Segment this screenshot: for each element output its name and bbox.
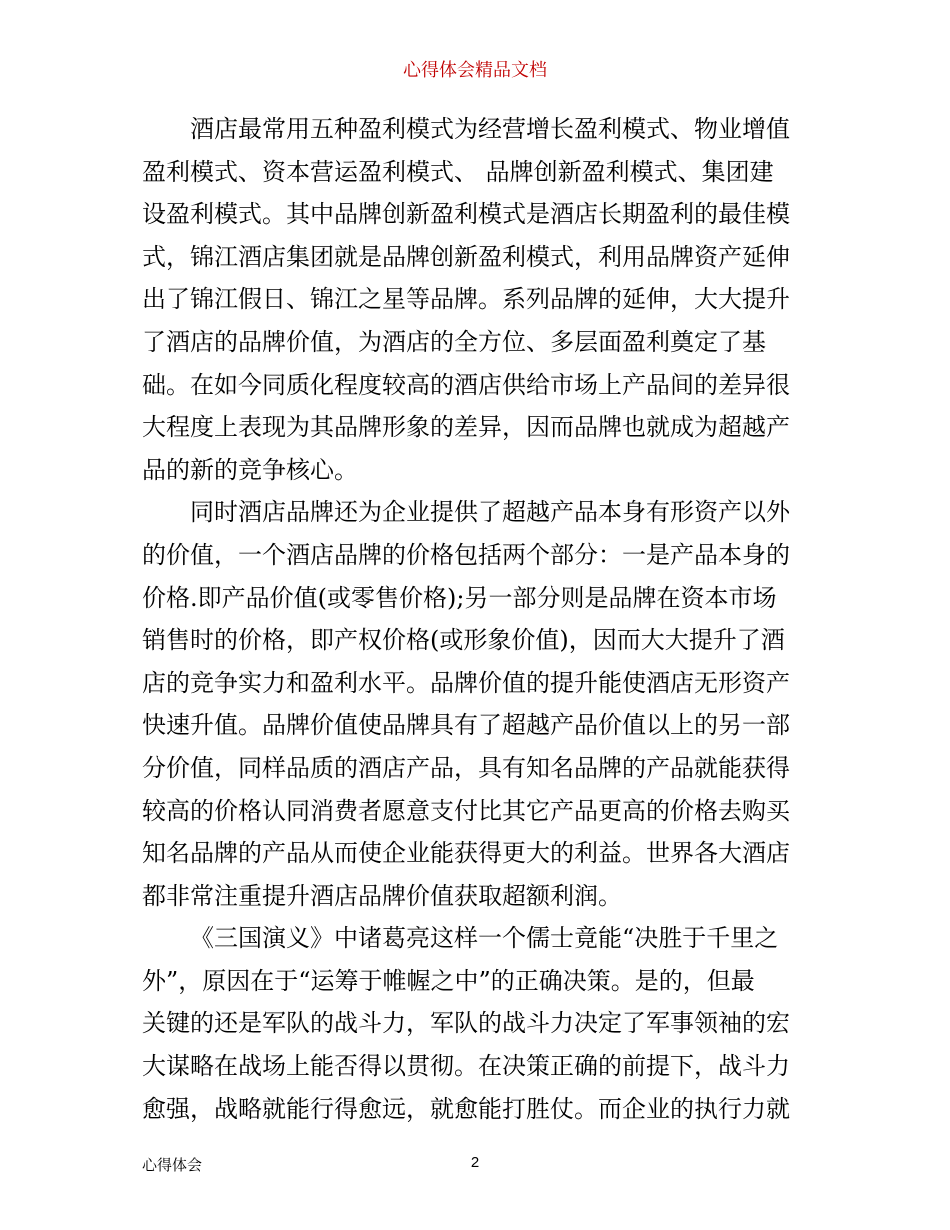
text-line: 分价值，同样品质的酒店产品，具有知名品牌的产品就能获得	[142, 753, 790, 782]
footer-label: 心得体会	[142, 1156, 203, 1174]
page-number: 2	[470, 1154, 480, 1171]
text-line: 础。在如今同质化程度较高的酒店供给市场上产品间的差异很	[142, 370, 790, 399]
text-line: 大谋略在战场上能否得以贯彻。在决策正确的前提下，战斗力	[142, 1052, 790, 1081]
text-line: 出了锦江假日、锦江之星等品牌。系列品牌的延伸，大大提升	[142, 285, 790, 314]
text-line: 式，锦江酒店集团就是品牌创新盈利模式，利用品牌资产延伸	[142, 242, 790, 271]
text-line: 外”，原因在于“运筹于帷幄之中”的正确决策。是的，但最	[142, 966, 755, 995]
text-line: 同时酒店品牌还为企业提供了超越产品本身有形资产以外	[190, 498, 790, 527]
body-text	[142, 108, 812, 1130]
text-line: 设盈利模式。其中品牌创新盈利模式是酒店长期盈利的最佳模	[142, 200, 790, 229]
text-line: 了酒店的品牌价值，为酒店的全方位、多层面盈利奠定了基	[142, 327, 766, 356]
text-line: 盈利模式、资本营运盈利模式、 品牌创新盈利模式、集团建	[142, 157, 774, 186]
text-line: 品的新的竞争核心。	[142, 455, 358, 484]
text-line: 的价值，一个酒店品牌的价格包括两个部分：一是产品本身的	[142, 540, 790, 569]
text-line: 店的竞争实力和盈利水平。品牌价值的提升能使酒店无形资产	[142, 668, 790, 697]
header-title: 心得体会精品文档	[403, 60, 547, 81]
text-line: 较高的价格认同消费者愿意支付比其它产品更高的价格去购买	[142, 796, 790, 825]
text-line: 快速升值。品牌价值使品牌具有了超越产品价值以上的另一部	[142, 711, 790, 740]
text-line: 酒店最常用五种盈利模式为经营增长盈利模式、物业增值	[190, 115, 790, 143]
text-line: 知名品牌的产品从而使企业能获得更大的利益。世界各大酒店	[142, 839, 790, 868]
text-line: 销售时的价格，即产权价格(或形象价值)，因而大大提升了酒	[142, 626, 785, 655]
text-line: 大程度上表现为其品牌形象的差异，因而品牌也就成为超越产	[142, 413, 790, 442]
text-line: 都非常注重提升酒店品牌价值获取超额利润。	[142, 881, 622, 910]
text-line: 关键的还是军队的战斗力，军队的战斗力决定了军事领袖的宏	[142, 1009, 790, 1038]
text-line: 愈强，战略就能行得愈远，就愈能打胜仗。而企业的执行力就	[142, 1094, 790, 1123]
text-line: 价格.即产品价值(或零售价格);另一部分则是品牌在资本市场	[142, 583, 777, 612]
text-line: 《三国演义》中诸葛亮这样一个儒士竟能“决胜于千里之	[190, 924, 779, 953]
